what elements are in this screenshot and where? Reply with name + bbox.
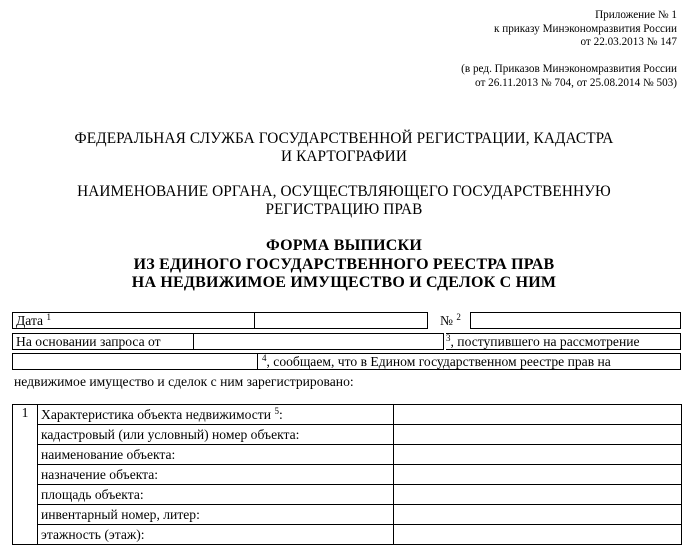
row-value[interactable] bbox=[394, 525, 682, 545]
number-input[interactable] bbox=[470, 312, 681, 329]
form-title-line-3: НА НЕДВИЖИМОЕ ИМУЩЕСТВО И СДЕЛОК С НИМ bbox=[131, 274, 557, 291]
table-row bbox=[13, 505, 682, 525]
footnote-2: 2 bbox=[456, 312, 461, 322]
footnote-3: 3 bbox=[446, 333, 451, 343]
received-label: $^3$, поступившего на рассмотрение bbox=[446, 333, 640, 349]
section-title: Характеристика объекта недвижимости $^5$: bbox=[38, 405, 394, 425]
organ-line-1: НАИМЕНОВАНИЕ ОРГАНА, ОСУЩЕСТВЛЯЮЩЕГО ГОСУДАРСТВЕННУЮ bbox=[77, 183, 611, 200]
row-value[interactable] bbox=[394, 465, 682, 485]
section-value[interactable] bbox=[394, 405, 682, 425]
footnote-4: 4 bbox=[262, 353, 267, 363]
report-text: $^4$, сообщаем, что в Едином государственном реестре прав на bbox=[262, 353, 611, 369]
form-title-line-2: ИЗ ЕДИНОГО ГОСУДАРСТВЕННОГО РЕЕСТРА ПРАВ bbox=[133, 255, 555, 273]
appendix-line-1: Приложение № 1 bbox=[595, 9, 677, 21]
footnote-5: 5 bbox=[274, 406, 279, 416]
table-row bbox=[13, 525, 682, 545]
date-input[interactable] bbox=[254, 312, 428, 329]
row-value[interactable] bbox=[394, 485, 682, 505]
table-row bbox=[13, 465, 682, 485]
organ-line-2: РЕГИСТРАЦИЮ ПРАВ bbox=[265, 201, 423, 218]
report-text-continued: недвижимое имущество и сделок с ним зарегистрировано: bbox=[14, 374, 354, 389]
agency-line-2: И КАРТОГРАФИИ bbox=[281, 148, 407, 165]
appendix-amendments bbox=[461, 63, 677, 90]
row-label: этажность (этаж): bbox=[38, 525, 394, 545]
report-text-cell bbox=[258, 353, 681, 370]
appendix-line-4: (в ред. Приказов Минэкономразвития России bbox=[461, 63, 677, 75]
report-input[interactable] bbox=[12, 353, 258, 370]
table-row bbox=[13, 445, 682, 465]
footnote-1: 1 bbox=[46, 312, 52, 322]
row-label: площадь объекта: bbox=[38, 485, 394, 505]
table-row bbox=[13, 405, 682, 425]
appendix-line-2: к приказу Минэкономразвития России bbox=[493, 22, 677, 35]
appendix-reference bbox=[494, 9, 677, 50]
row-label: кадастровый (или условный) номер объекта: bbox=[38, 425, 394, 445]
received-cell bbox=[446, 333, 681, 350]
row-label: назначение объекта: bbox=[38, 465, 394, 485]
row-value[interactable] bbox=[394, 425, 682, 445]
appendix-line-5: от 26.11.2013 № 704, от 25.08.2014 № 503) bbox=[475, 76, 677, 89]
appendix-line-3: от 22.03.2013 № 147 bbox=[580, 36, 677, 48]
date-label: Дата $^1$ bbox=[16, 312, 52, 328]
number-label: № $^2$ bbox=[440, 312, 461, 328]
row-value[interactable] bbox=[394, 445, 682, 465]
table-row bbox=[13, 485, 682, 505]
form-title-line-1: ФОРМА ВЫПИСКИ bbox=[266, 237, 422, 254]
agency-heading bbox=[0, 130, 688, 166]
organ-heading bbox=[0, 183, 688, 219]
row-label: наименование объекта: bbox=[38, 445, 394, 465]
row-label: инвентарный номер, литер: bbox=[38, 505, 394, 525]
form-title bbox=[0, 237, 688, 293]
request-label: На основании запроса от bbox=[16, 334, 161, 349]
property-characteristics-table bbox=[12, 404, 682, 545]
row-value[interactable] bbox=[394, 505, 682, 525]
request-date-input[interactable] bbox=[193, 333, 444, 350]
section-number: 1 bbox=[13, 405, 38, 545]
agency-line-1: ФЕДЕРАЛЬНАЯ СЛУЖБА ГОСУДАРСТВЕННОЙ РЕГИСТРАЦИИ, КАДАСТРА bbox=[74, 130, 614, 147]
table-row bbox=[13, 425, 682, 445]
